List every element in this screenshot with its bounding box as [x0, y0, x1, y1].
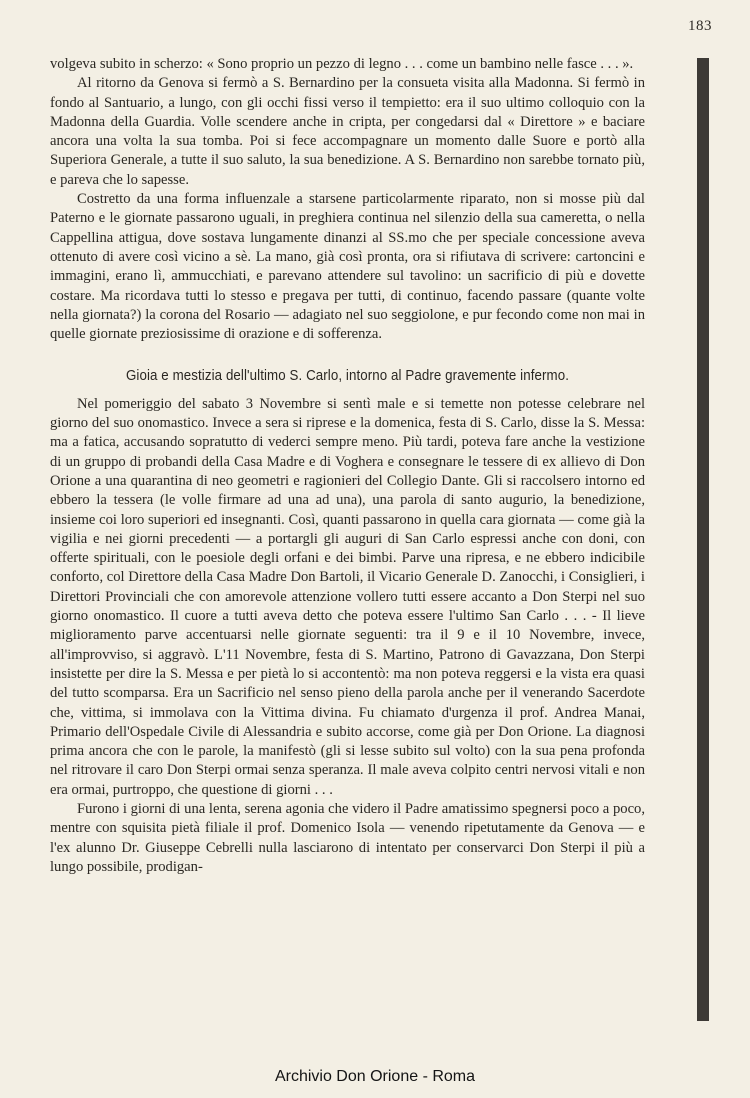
section-heading: Gioia e mestizia dell'ultimo S. Carlo, intorno al Padre gravemente infermo. [125, 368, 570, 385]
paragraph: Costretto da una forma influenzale a starsene particolarmente riparato, non si mosse più dal Paterno e le giornate passarono uguali, in preghiera continua nel silenzio della sua cameretta, o nella Cappellina attigua, dove sostava lungamente dinanzi al SS.mo che per speciale concessione aveva ottenuto di avere così vicino a sè. La mano, già così pronta, ora si rifiutava di scrivere: cartoncini e immagini, erano lì, ammucchiati, e parevano attendere sul tavolino: un sacrificio di più e dovette costare. Ma ricordava tutti lo stesso e pregava per tutti, di continuo, facendo passare (quante volte nella giornata?) la corona del Rosario — adagiato nel suo seggiolone, e pur fecondo come non mai in quelle giornate preziosissime di orazione e di sofferenza. [50, 191, 645, 343]
body-text [50, 55, 645, 877]
scan-edge-bar [697, 58, 709, 1021]
paragraph: Nel pomeriggio del sabato 3 Novembre si sentì male e si temette non potesse celebrare nel giorno del suo onomastico. Invece a sera si riprese e la domenica, festa di S. Carlo, disse la S. Messa: ma a fatica, accusando sopratutto di vederci sempre meno. Più tardi, poteva fare anche la vestizione di un gruppo di probandi della Casa Madre e di Voghera e consegnare le tessere di ex allievo di Don Orione a una quarantina di neo geometri e ragionieri del Collegio Dante. Gli si raccolsero intorno ed ebbero la tessera (le volle firmare ad una ad una), una parola di santo augurio, la benedizione, insieme coi loro superiori ed insegnanti. Così, quanti passarono in quella cara giornata — come già la vigilia e nei giorni precedenti — a portargli gli auguri di San Carlo espressi anche con doni, con offerte spirituali, con le poesiole degli orfani e dei bimbi. Parve una ripresa, e ne ebbero indicibile conforto, col Direttore della Casa Madre Don Bartoli, il Vicario Generale D. Zanocchi, i Consiglieri, i Direttori Provinciali che con amorevole attenzione vollero tutti essere accanto a Don Sterpi nel suo giorno onomastico. Il cuore a tutti aveva detto che poteva essere l'ultimo San Carlo . . . - Il lieve miglioramento parve accentuarsi nelle giornate seguenti: tra il 9 e il 10 Novembre, invece, all'improvviso, si aggravò. L'11 Novembre, festa di S. Martino, Patrono di Gavazzana, Don Sterpi insistette per dire la S. Messa e per pietà lo si accontentò: ma non poteva reggersi e la vista era quasi del tutto scomparsa. Era un Sacrificio nel senso pieno della parola anche per il venerando Sacerdote che, vittima, si immolava con la Vittima divina. Fu chiamato d'urgenza il prof. Andrea Manai, Primario dell'Ospedale Civile di Alessandria e subito accorse, come già per Don Orione. La diagnosi prima ancora che con le parole, la manifestò (gli si lesse subito sul volto) con la sua pena profonda nel ritrovare il caro Don Sterpi ormai senza speranza. Il male aveva colpito centri nervosi vitali e non era ormai, purtroppo, che questione di giorni . . . [50, 395, 645, 798]
page-number: 183 [688, 18, 712, 34]
paragraph: Furono i giorni di una lenta, serena agonia che videro il Padre amatissimo spegnersi poco a poco, mentre con squisita pietà filiale il prof. Domenico Isola — venendo ripetutamente da Genova — e l'ex alunno Dr. Giuseppe Cebrelli nulla lasciarono di intentato per conservarci Don Sterpi il più a lungo possibile, prodigan- [50, 800, 645, 875]
paragraph: volgeva subito in scherzo: « Sono proprio un pezzo di legno . . . come un bambino nelle fasce . . . ». [50, 56, 634, 72]
paragraph: Al ritorno da Genova si fermò a S. Bernardino per la consueta visita alla Madonna. Si fermò in fondo al Santuario, a lungo, con gli occhi fissi verso il tempietto: era il suo ultimo colloquio con la Madonna della Guardia. Volle scendere anche in cripta, per congedarsi dal « Direttore » e baciare ancora una volta la sua tomba. Poi si fece accompagnare un momento dalle Suore e portò alla Superiora Generale, a tutte il suo saluto, la sua benedizione. A S. Bernardino non sarebbe tornato più, e pareva che lo sapesse. [50, 75, 645, 188]
archive-footer: Archivio Don Orione - Roma [274, 1068, 476, 1085]
